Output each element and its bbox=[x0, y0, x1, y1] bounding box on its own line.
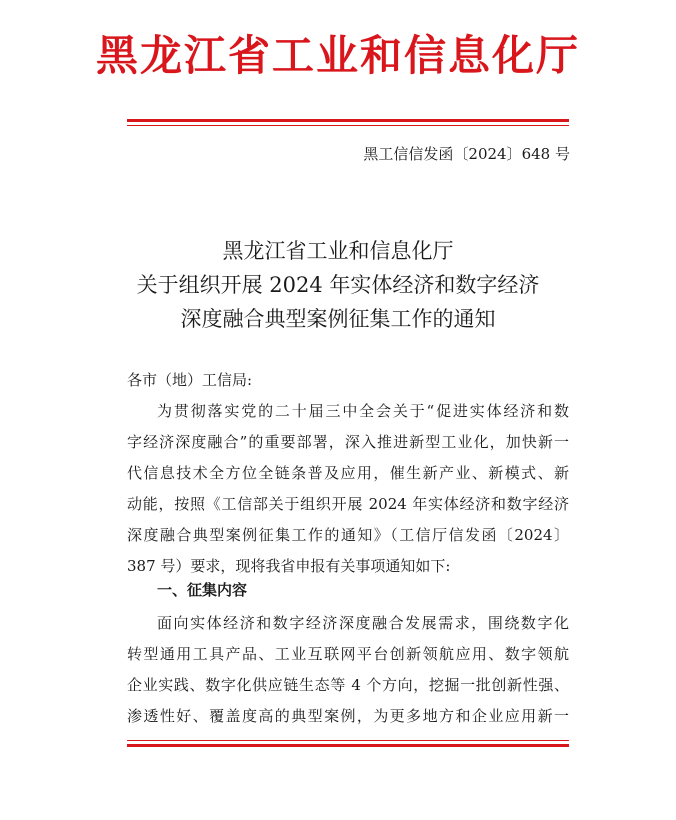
footer-rule-thin bbox=[127, 740, 569, 741]
document-number: 黑工信信发函〔2024〕648 号 bbox=[363, 145, 570, 163]
title-line-3: 深度融合典型案例征集工作的通知 bbox=[180, 307, 496, 331]
paragraph-line: 转型通用工具产品、工业互联网平台创新领航应用、数字领航 bbox=[127, 645, 569, 663]
section-heading: 一、征集内容 bbox=[157, 581, 248, 599]
document-title bbox=[0, 234, 676, 336]
paragraph-line: 渗透性好、覆盖度高的典型案例，为更多地方和企业应用新一 bbox=[127, 707, 569, 725]
letterhead-rule-thick bbox=[127, 119, 569, 122]
footer-rule-thick bbox=[127, 744, 569, 747]
letterhead-rule-thin bbox=[127, 125, 569, 126]
paragraph-line: 代信息技术全方位全链条普及应用，催生新产业、新模式、新 bbox=[127, 464, 569, 482]
paragraph-line: 面向实体经济和数字经济深度融合发展需求，围绕数字化 bbox=[157, 614, 569, 632]
paragraph-line: 动能，按照《工信部关于组织开展 2024 年实体经济和数字经济 bbox=[127, 495, 569, 513]
letterhead-title: 黑龙江省工业和信息化厅 bbox=[95, 31, 580, 80]
paragraph-line: 为贯彻落实党的二十届三中全会关于“促进实体经济和数 bbox=[157, 402, 569, 420]
title-line-1: 黑龙江省工业和信息化厅 bbox=[222, 239, 454, 263]
intro-paragraph bbox=[127, 396, 569, 582]
title-line-2: 关于组织开展 2024 年实体经济和数字经济 bbox=[136, 273, 540, 297]
section-1-paragraph bbox=[127, 608, 569, 732]
paragraph-line: 企业实践、数字化供应链生态等 4 个方向，挖掘一批创新性强、 bbox=[127, 676, 569, 694]
paragraph-line: 字经济深度融合”的重要部署，深入推进新型工业化，加快新一 bbox=[127, 433, 569, 451]
paragraph-line: 387 号）要求，现将我省申报有关事项通知如下: bbox=[127, 557, 451, 575]
paragraph-line: 深度融合典型案例征集工作的通知》（工信厅信发函〔2024〕 bbox=[127, 526, 569, 544]
recipient-line: 各市（地）工信局: bbox=[127, 371, 253, 389]
